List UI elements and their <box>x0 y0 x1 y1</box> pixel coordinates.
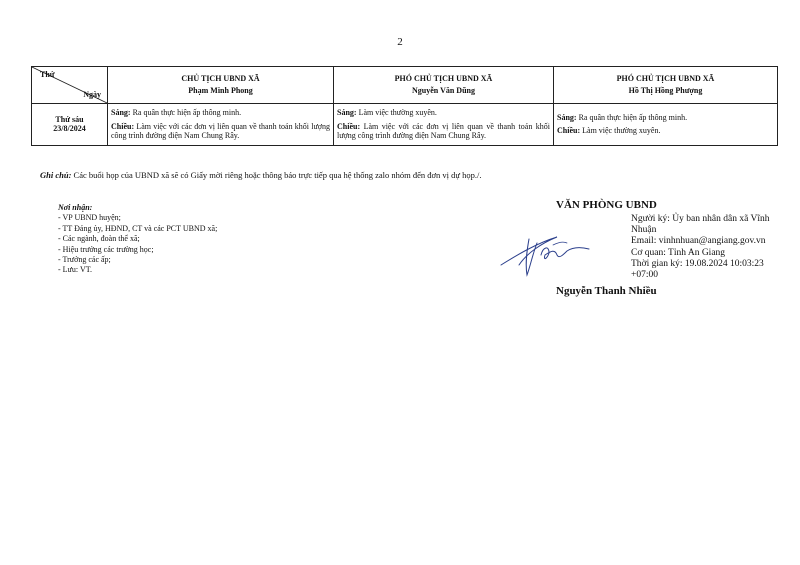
afternoon-activity: Làm việc với các đơn vị liên quan về thanh toán khối lượng công trình đường điện Nam Chung Rây. <box>337 121 551 141</box>
morning-activity: Ra quân thực hiện ấp thông minh. <box>578 112 688 122</box>
column-title: PHÓ CHỦ TỊCH UBND XÃ <box>616 74 715 84</box>
date-label: 23/8/2024 <box>53 124 86 134</box>
page-number: 2 <box>397 36 403 48</box>
signer-name: Nguyễn Thanh Nhiều <box>556 285 657 297</box>
morning-activity: Làm việc thường xuyên. <box>358 108 437 117</box>
morning-label: Sáng: <box>337 108 357 117</box>
afternoon-activity: Làm việc thường xuyên. <box>582 126 661 136</box>
email-line: Email: vinhnhuan@angiang.gov.vn <box>631 236 766 247</box>
recipients-list <box>58 213 318 275</box>
list-item: - VP UBND huyện; <box>58 213 121 223</box>
list-item: - Trưởng các ấp; <box>58 254 111 264</box>
afternoon-label: Chiều: <box>337 121 361 131</box>
column-header-vice-chairman-2 <box>554 67 778 104</box>
table-row <box>32 104 778 146</box>
signing-time-line: Thời gian ký: 19.08.2024 10:03:23 +07:00 <box>631 258 764 281</box>
list-item: - Các ngành, đoàn thể xã; <box>58 234 140 244</box>
signer-line: Người ký: Ủy ban nhân dân xã Vĩnh Nhuận <box>631 214 770 236</box>
agency-line: Cơ quan: Tỉnh An Giang <box>631 247 726 258</box>
column-title: CHỦ TỊCH UBND XÃ <box>181 74 260 84</box>
column-person-name: Phạm Minh Phong <box>188 86 253 95</box>
column-header-chairman <box>108 67 334 104</box>
handwritten-signature-image <box>497 225 602 280</box>
column-header-vice-chairman-1 <box>334 67 554 104</box>
column-person-name: Hồ Thị Hồng Phượng <box>628 86 703 95</box>
schedule-table <box>31 66 778 146</box>
recipients-title: Nơi nhận: <box>58 203 93 212</box>
column-person-name: Nguyễn Văn Dũng <box>412 86 475 95</box>
day-cell <box>32 104 108 146</box>
corner-header-cell <box>32 67 108 104</box>
note-label: Ghi chú: <box>40 170 72 180</box>
note-text: Các buổi họp của UBND xã sẽ có Giấy mời riêng hoặc thông báo trực tiếp qua hệ thống zalo nhóm đến đơn vị dự họp./. <box>73 170 482 180</box>
note-line <box>40 170 780 180</box>
afternoon-activity: Làm việc với các đơn vị liên quan về thanh toán khối lượng công trình đường điện Nam Chung Rây. <box>111 121 331 141</box>
activity-cell-vice-chairman-1 <box>334 104 554 146</box>
corner-weekday-label: Thứ <box>40 70 55 79</box>
list-item: - Hiệu trưởng các trường học; <box>58 244 154 254</box>
activity-cell-chairman <box>108 104 334 146</box>
morning-activity: Ra quân thực hiện ấp thông minh. <box>132 108 242 117</box>
column-title: PHÓ CHỦ TỊCH UBND XÃ <box>394 74 493 84</box>
morning-label: Sáng: <box>557 112 577 122</box>
signing-office: VĂN PHÒNG UBND <box>556 199 657 211</box>
morning-label: Sáng: <box>111 108 131 117</box>
digital-signature-info <box>631 214 791 281</box>
list-item: - Lưu: VT. <box>58 265 93 275</box>
list-item: - TT Đảng ủy, HĐND, CT và các PCT UBND xã; <box>58 223 218 233</box>
recipients-block <box>58 203 318 276</box>
afternoon-label: Chiều: <box>111 121 135 131</box>
activity-cell-vice-chairman-2 <box>554 104 778 146</box>
corner-date-label: Ngày <box>83 90 101 100</box>
afternoon-label: Chiều: <box>557 126 581 136</box>
weekday-label: Thứ sáu <box>55 114 84 124</box>
table-header-row <box>32 67 778 104</box>
